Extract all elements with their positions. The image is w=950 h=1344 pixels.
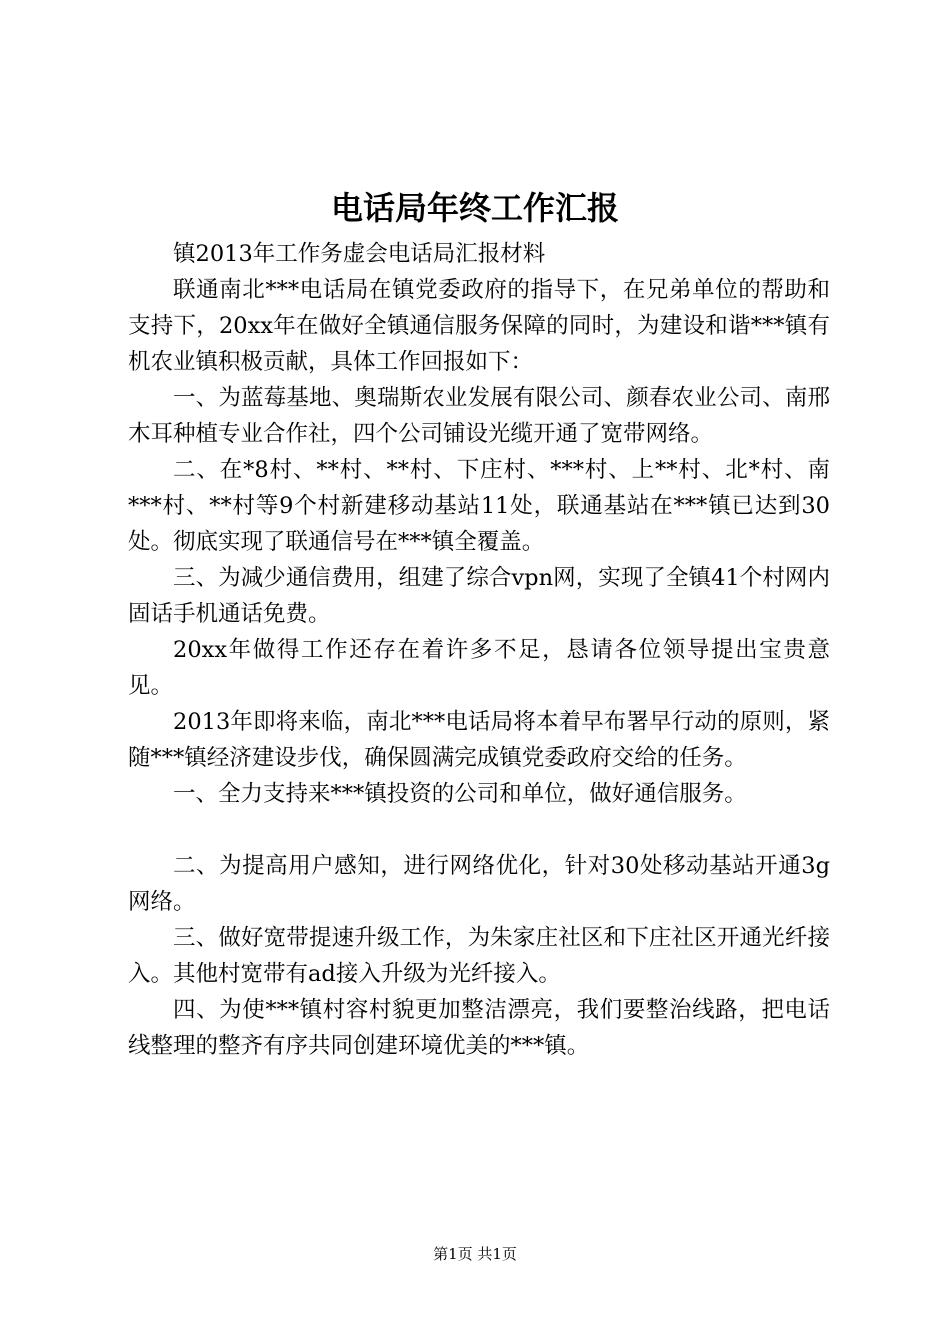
paragraph: 一、全力支持来***镇投资的公司和单位，做好通信服务。 (173, 781, 747, 807)
paragraph: 三、做好宽带提速升级工作，为朱家庄社区和下庄社区开通光纤接入。其他村宽带有ad接入升级为光纤接入。 (128, 925, 830, 987)
paragraph: 三、为减少通信费用，组建了综合vpn网，实现了全镇41个村网内固话手机通话免费。 (128, 565, 830, 627)
paragraph: 二、为提高用户感知，进行网络优化，针对30处移动基站开通3g网络。 (128, 853, 830, 915)
page-footer: 第1页 共1页 (433, 1245, 517, 1263)
paragraph: 联通南北***电话局在镇党委政府的指导下，在兄弟单位的帮助和支持下，20xx年在做好全镇通信服务保障的同时，为建设和谐***镇有机农业镇积极贡献，具体工作回报如下： (128, 277, 830, 375)
paragraph: 二、在*8村、**村、**村、下庄村、***村、上**村、北*村、南***村、**村等9个村新建移动基站11处，联通基站在***镇已达到30处。彻底实现了联通信号在***镇全覆盖。 (128, 457, 830, 555)
document-title: 电话局年终工作汇报 (330, 189, 619, 227)
paragraph: 一、为蓝莓基地、奥瑞斯农业发展有限公司、颜春农业公司、南邢木耳种植专业合作社，四个公司铺设光缆开通了宽带网络。 (128, 385, 830, 447)
paragraph: 2013年即将来临，南北***电话局将本着早布署早行动的原则，紧随***镇经济建设步伐，确保圆满完成镇党委政府交给的任务。 (128, 709, 830, 771)
paragraph: 镇2013年工作务虚会电话局汇报材料 (173, 241, 546, 267)
paragraph: 20xx年做得工作还存在着许多不足，恳请各位领导提出宝贵意见。 (128, 637, 830, 699)
paragraph: 四、为使***镇村容村貌更加整洁漂亮，我们要整治线路，把电话线整理的整齐有序共同创建环境优美的***镇。 (128, 997, 830, 1059)
document-body (128, 236, 830, 1064)
